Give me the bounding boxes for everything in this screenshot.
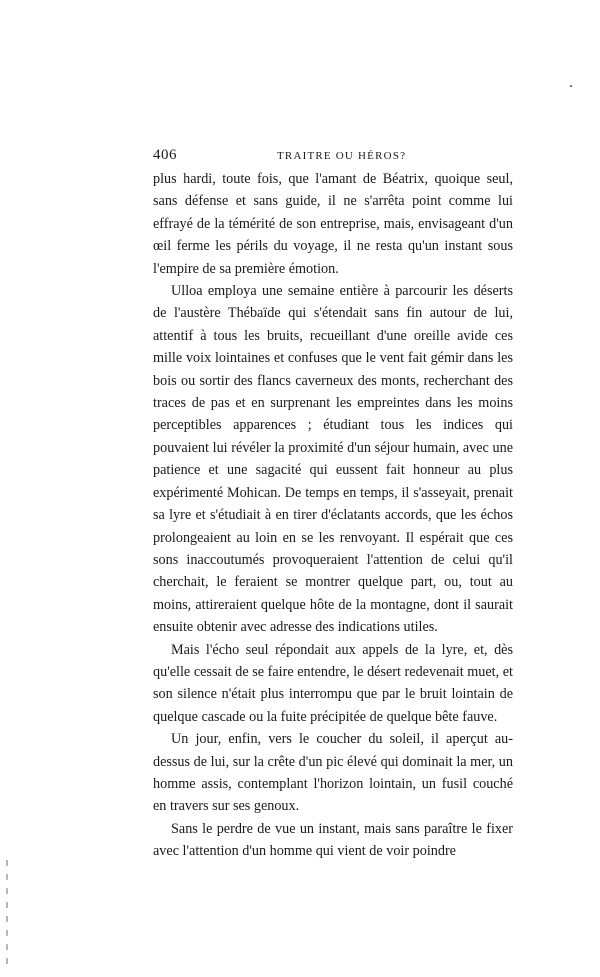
paragraph-continuation: plus hardi, toute fois, que l'amant de Béatrix, quoique seul, sans défense et sans guide, il ne s'arrêta point comme lui effrayé de la témérité de son entreprise, mais, envisageant d'un œil ferme les périls du voyage, il ne resta qu'un instant sous l'empire de sa première émotion. — [153, 171, 513, 277]
page-number: 406 — [153, 147, 177, 163]
paragraph: Un jour, enfin, vers le coucher du soleil, il aperçut au-dessus de lui, sur la crête d'un pic élevé qui dominait la mer, un homme assis, contemplant l'horizon lointain, un fusil couché en travers sur ses genoux. — [153, 731, 513, 815]
ink-speck — [570, 85, 572, 87]
paragraph: Mais l'écho seul répondait aux appels de la lyre, et, dès qu'elle cessait de se faire entendre, le désert redevenait muet, et son silence n'était plus interrompu que par le bruit lointain de quelque cascade ou la fuite précipitée de quelque bête fauve. — [153, 641, 513, 725]
body-text — [153, 168, 513, 863]
running-title: TRAITRE OU HÉROS? — [277, 150, 407, 162]
paragraph: Sans le perdre de vue un instant, mais sans paraître le fixer avec l'attention d'un homme qui vient de voir poindre — [153, 820, 513, 860]
paragraph: Ulloa employa une semaine entière à parcourir les déserts de l'austère Thébaïde qui s'étendait sans fin autour de lui, attentif à tous les bruits, recueillant d'une oreille avide ces mille voix lointaines et confuses que le vent fait gémir dans les bois ou sortir des flancs caverneux des monts, recherchant des traces de pas et en surprenant les empreintes dans les moins perceptibles apparences ; étudiant tous les indices qui pouvaient lui révéler la proximité d'un séjour humain, avec une patience et une sagacité qui eussent fait honneur au plus expérimenté Mohican. De temps en temps, il s'asseyait, prenait sa lyre et s'étudiait à en tirer d'éclatants accords, que les échos prolongeaient au loin en se les renvoyant. Il espérait que ces sons inaccoutumés provoqueraient l'attention de celui qu'il cherchait, le feraient se montrer quelque part, ou, tout au moins, attireraient quelque hôte de la montagne, dont il saurait ensuite obtenir avec adresse des indications utiles. — [153, 283, 513, 636]
margin-scan-marks — [6, 860, 8, 970]
page-header — [153, 147, 513, 167]
